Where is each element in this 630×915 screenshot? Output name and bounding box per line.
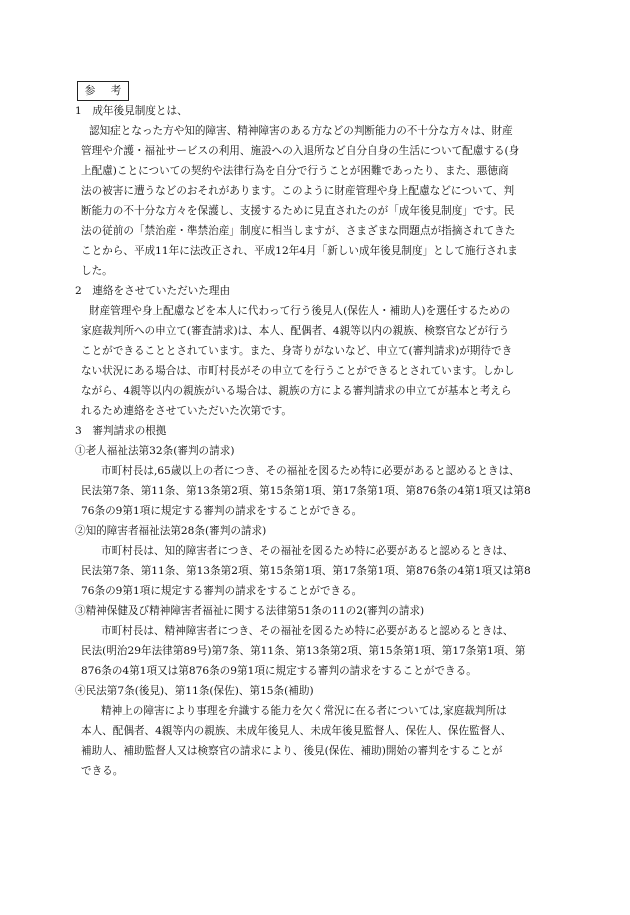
section-1-line: 法の従前の「禁治産・準禁治産」制度に相当しますが、さまざまな問題点が指摘されてきた xyxy=(81,225,516,237)
section-1-line: 上配慮)ことについての契約や法律行為を自分で行うことが困難であったり、また、悪徳商 xyxy=(81,165,509,177)
law-item-line: 市町村長は、精神障害者につき、その福祉を図るため特に必要があると認めるときは、 xyxy=(101,625,514,637)
law-item-line: 精神上の障害により事理を弁識する能力を欠く常況に在る者については,家庭裁判所は xyxy=(101,705,507,717)
section-2-line: ない状況にある場合は、市町村長がその申立てを行うことができるとされています。しかし xyxy=(81,365,515,377)
law-item-line: 民法第7条、第11条、第13条第2項、第15条第1項、第17条第1項、第876条の4第1項又は第8 xyxy=(81,485,531,497)
law-item-title: ②知的障害者福祉法第28条(審判の請求) xyxy=(75,525,267,537)
section-3-heading: 3 審判請求の根拠 xyxy=(75,425,167,437)
law-item-line: 民法第7条、第11条、第13条第2項、第15条第1項、第17条第1項、第876条の4第1項又は第8 xyxy=(81,565,531,577)
section-2-line: 財産管理や身上配慮などを本人に代わって行う後見人(保佐人・補助人)を選任するための xyxy=(89,305,511,317)
section-1-heading: 1 成年後見制度とは、 xyxy=(75,105,188,117)
section-2-line: 家庭裁判所への申立て(審査請求)は、本人、配偶者、4親等以内の親族、検察官などが行う xyxy=(81,325,510,337)
law-item-line: 本人、配偶者、4親等内の親族、未成年後見人、未成年後見監督人、保佐人、保佐監督人、 xyxy=(81,725,512,737)
law-item-line: 876条の4第1項又は第876条の9第1項に規定する審判の請求をすることができる。 xyxy=(81,665,477,677)
law-item-line: 補助人、補助監督人又は検察官の請求により、後見(保佐、補助)開始の審判をすることが xyxy=(81,745,503,757)
law-item-line: 76条の9第1項に規定する審判の請求をすることができる。 xyxy=(81,505,363,517)
section-1-line: 法の被害に遭うなどのおそれがあります。このように財産管理や身上配慮などについて、判 xyxy=(81,185,515,197)
law-item-line: できる。 xyxy=(81,765,124,777)
reference-label-box: 参 考 xyxy=(77,81,129,101)
section-2-line: れるため連絡をさせていただいた次第です。 xyxy=(81,405,293,417)
section-2-line: ことができることとされています。また、身寄りがないなど、申立て(審判請求)が期待でき xyxy=(81,345,513,357)
law-item-title: ④民法第7条(後見)、第11条(保佐)、第15条(補助) xyxy=(75,685,314,697)
section-1-line: した。 xyxy=(81,265,113,277)
law-item-title: ①老人福祉法第32条(審判の請求) xyxy=(75,445,235,457)
law-item-line: 市町村長は、知的障害者につき、その福祉を図るため特に必要があると認めるときは、 xyxy=(101,545,514,557)
law-item-line: 市町村長は,65歳以上の者につき、その福祉を図るため特に必要があると認めるときは、 xyxy=(101,465,520,477)
section-1-line: 認知症となった方や知的障害、精神障害のある方などの判断能力の不十分な方々は、財産 xyxy=(89,125,513,137)
section-1-line: 管理や介護・福祉サービスの利用、施設への入退所など自分自身の生活について配慮する(身 xyxy=(81,145,520,157)
law-item-line: 76条の9第1項に規定する審判の請求をすることができる。 xyxy=(81,585,363,597)
law-item-line: 民法(明治29年法律第89号)第7条、第11条、第13条第2項、第15条第1項、第17条第1項、第 xyxy=(81,645,526,657)
section-1-line: 断能力の不十分な方々を保護し、支援するために見直されたのが「成年後見制度」です。民 xyxy=(81,205,515,217)
law-item-title: ③精神保健及び精神障害者福祉に関する法律第51条の11の2(審判の請求) xyxy=(75,605,425,617)
section-1-line: ことから、平成11年に法改正され、平成12年4月「新しい成年後見制度」として施行されま xyxy=(81,245,518,257)
section-2-heading: 2 連絡をさせていただいた理由 xyxy=(75,285,231,297)
section-2-line: ながら、4親等以内の親族がいる場合は、親族の方による審判請求の申立てが基本と考えら xyxy=(81,385,512,397)
